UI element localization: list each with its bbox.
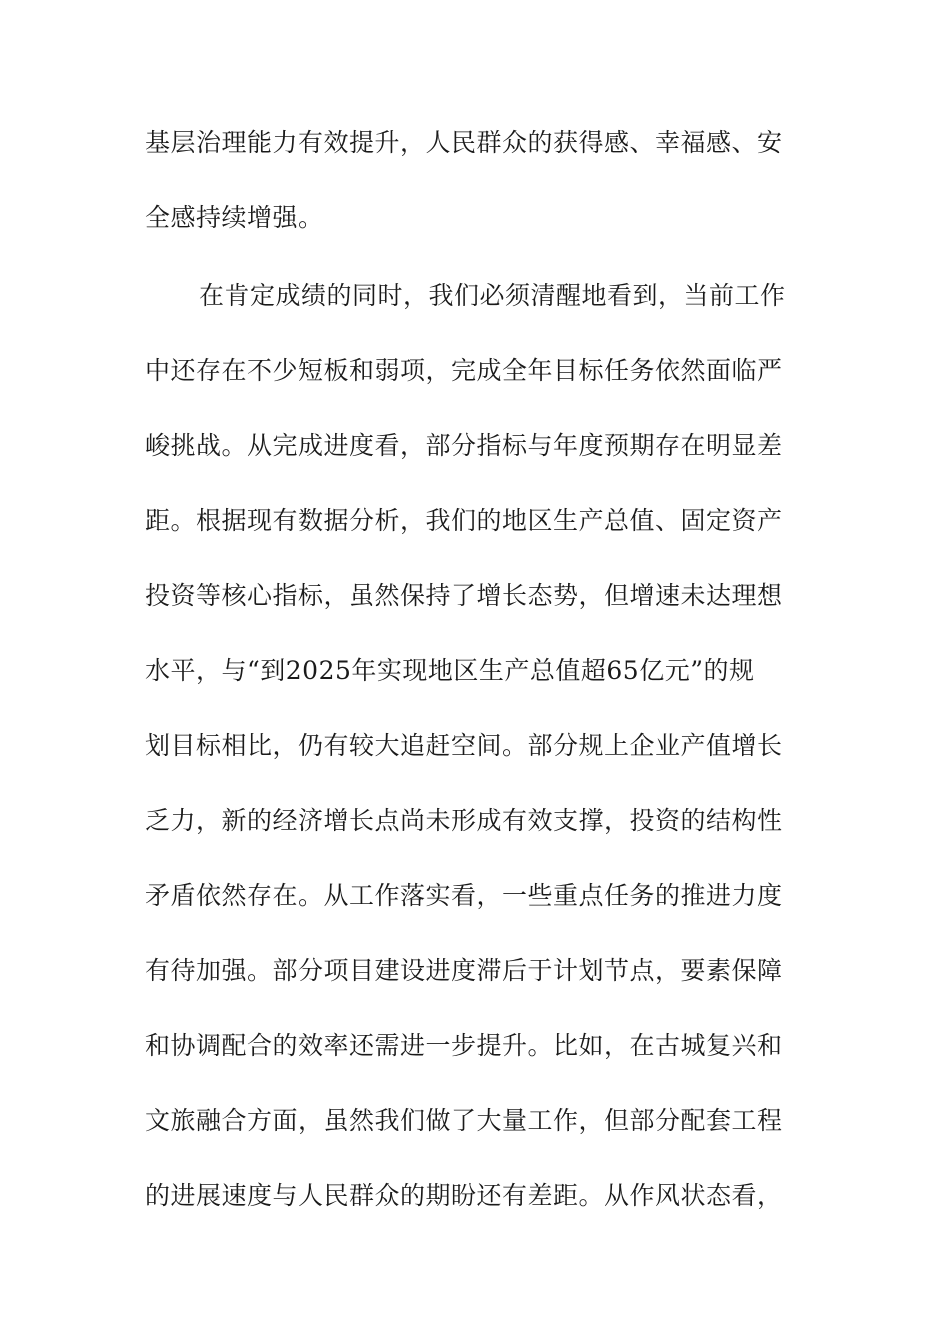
text-line-10: 乏力，新的经济增长点尚未形成有效支撑，投资的结构性 — [145, 806, 783, 835]
text-line-15: 的进展速度与人民群众的期盼还有差距。从作风状态看， — [145, 1181, 783, 1210]
text-line-3: 在肯定成绩的同时，我们必须清醒地看到，当前工作 — [199, 281, 786, 310]
text-line-4: 中还存在不少短板和弱项，完成全年目标任务依然面临严 — [145, 356, 783, 385]
text-line-6: 距。根据现有数据分析，我们的地区生产总值、固定资产 — [145, 506, 783, 535]
text-line-11: 矛盾依然存在。从工作落实看，一些重点任务的推进力度 — [145, 881, 783, 910]
text-line-12: 有待加强。部分项目建设进度滞后于计划节点，要素保障 — [145, 956, 783, 985]
text-line-1: 基层治理能力有效提升，人民群众的获得感、幸福感、安 — [145, 128, 783, 157]
text-line-8: 水平，与“到2025年实现地区生产总值超65亿元”的规 — [145, 656, 755, 685]
text-line-9: 划目标相比，仍有较大追赶空间。部分规上企业产值增长 — [145, 731, 783, 760]
text-line-13: 和协调配合的效率还需进一步提升。比如，在古城复兴和 — [145, 1031, 783, 1060]
text-line-5: 峻挑战。从完成进度看，部分指标与年度预期存在明显差 — [145, 431, 783, 460]
text-line-14: 文旅融合方面，虽然我们做了大量工作，但部分配套工程 — [145, 1106, 783, 1135]
text-line-2: 全感持续增强。 — [145, 203, 324, 232]
text-line-7: 投资等核心指标，虽然保持了增长态势，但增速未达理想 — [145, 581, 783, 610]
